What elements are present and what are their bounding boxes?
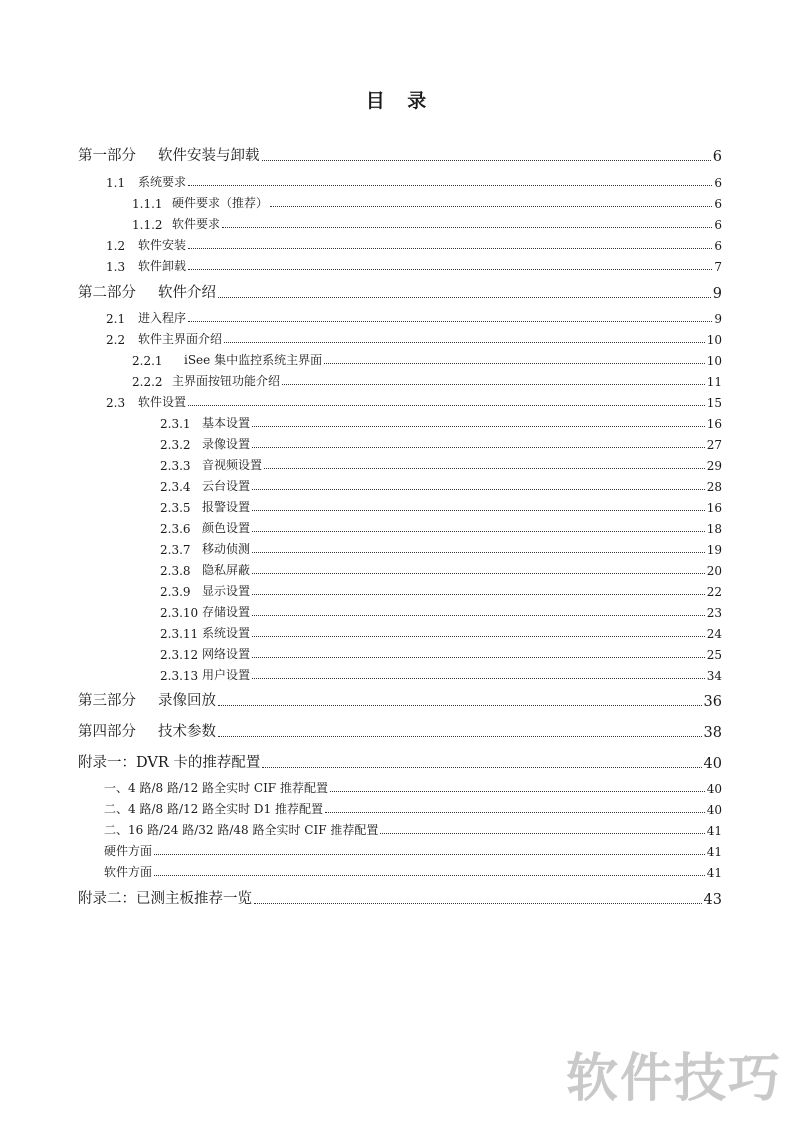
toc-entry[interactable] [78,752,722,772]
toc-entry-label: 主界面按钮功能介绍 [172,374,281,388]
toc-entry-page: 20 [706,564,722,578]
toc-entry-label: 二、4 路/8 路/12 路全实时 D1 推荐配置 [104,802,323,816]
dot-leader [254,903,702,904]
toc-entry-page: 6 [714,218,722,232]
dot-leader [252,678,705,679]
toc-entry-label: 软件要求 [172,217,221,231]
dot-leader [252,552,705,553]
toc-entry-label: iSee 集中监控系统主界面 [184,353,323,367]
dot-leader [380,833,704,834]
toc-entry-page: 9 [712,286,722,302]
toc-entry-page: 16 [706,417,722,431]
toc-entry-page: 16 [706,501,722,515]
toc-entry-label: 系统要求 [138,175,187,189]
toc-entry-number: 2.3.9 [160,585,191,599]
toc-entry-number: 2.3.6 [160,522,191,536]
toc-entry-page: 29 [706,459,722,473]
toc-entry[interactable] [160,583,722,599]
dot-leader [252,447,705,448]
toc-entry-page: 10 [706,354,722,368]
toc-entry-number: 第三部分 [78,693,136,709]
toc-entry[interactable] [160,436,722,452]
toc-entry-number: 第四部分 [78,724,136,740]
toc-entry[interactable] [160,478,722,494]
dot-leader [252,615,705,616]
toc-entry[interactable] [160,520,722,536]
toc-entry-number: 1.1.2 [132,218,163,232]
toc-entry-page: 43 [703,892,722,908]
toc-entry-label: 软件主界面介绍 [138,332,223,346]
toc-entry-label: 附录二：已测主板推荐一览 [78,891,252,907]
dot-leader [154,875,705,876]
toc-entry-label: 云台设置 [202,479,251,493]
dot-leader [262,160,711,161]
dot-leader [252,636,705,637]
dot-leader [252,594,705,595]
dot-leader [188,185,712,186]
toc-entry-number: 1.1 [106,176,126,190]
dot-leader [154,854,705,855]
dot-leader [188,269,712,270]
dot-leader [218,297,711,298]
toc-entry[interactable] [160,667,722,683]
toc-entry-page: 34 [706,669,722,683]
toc-entry[interactable] [132,216,722,232]
dot-leader [282,384,705,385]
toc-entry-number: 2.3.1 [160,417,191,431]
dot-leader [270,206,712,207]
toc-entry[interactable] [160,604,722,620]
toc-entry[interactable] [78,282,722,302]
toc-entry-label: 系统设置 [202,626,251,640]
toc-entry-page: 15 [706,396,722,410]
toc-entry[interactable] [106,237,722,253]
toc-entry-page: 22 [706,585,722,599]
dot-leader [224,342,705,343]
toc-entry-page: 41 [706,866,722,880]
dot-leader [252,531,705,532]
toc-entry-number: 2.2.1 [132,354,163,368]
toc-entry-label: 软件介绍 [158,285,216,301]
toc-entry-page: 27 [706,438,722,452]
toc-entry[interactable] [160,499,722,515]
dot-leader [218,705,702,706]
toc-entry[interactable] [104,864,722,880]
toc-entry[interactable] [106,258,722,274]
toc-entry-number: 2.3.7 [160,543,191,557]
toc-entry-number: 2.3.8 [160,564,191,578]
toc-entry-label: 报警设置 [202,500,251,514]
toc-entry[interactable] [78,888,722,908]
dot-leader [252,657,705,658]
toc-entry-page: 40 [706,782,722,796]
toc-entry-label: 软件方面 [104,865,153,879]
toc-entry-number: 2.3.10 [160,606,199,620]
toc-entry[interactable] [160,415,722,431]
toc-entry-page: 6 [714,197,722,211]
toc-entry-number: 1.1.1 [132,197,163,211]
toc-entry[interactable] [106,310,722,326]
toc-entry-number: 2.3.12 [160,648,199,662]
toc-entry-label: 基本设置 [202,416,251,430]
toc-entry[interactable] [78,690,722,710]
toc-entry[interactable] [132,373,722,389]
toc-entry[interactable] [160,646,722,662]
toc-entry-page: 28 [706,480,722,494]
toc-entry-label: 软件安装 [138,238,187,252]
toc-entry-page: 6 [712,149,722,165]
toc-entry[interactable] [78,145,722,165]
toc-entry-label: 一、4 路/8 路/12 路全实时 CIF 推荐配置 [104,781,328,795]
toc-entry-label: 录像设置 [202,437,251,451]
dot-leader [252,510,705,511]
toc-entry-page: 19 [706,543,722,557]
dot-leader [330,791,705,792]
page-title: 目 录 [365,90,435,112]
dot-leader [252,573,705,574]
toc-entry-number: 2.1 [106,312,126,326]
toc-entry[interactable] [160,457,722,473]
toc-entry-page: 40 [703,756,722,772]
toc-entry-label: 技术参数 [158,724,216,740]
toc-entry[interactable] [106,174,722,190]
toc-entry-number: 第二部分 [78,285,136,301]
toc-entry-number: 1.3 [106,260,126,274]
toc-entry-page: 23 [706,606,722,620]
toc-entry-page: 41 [706,845,722,859]
toc-entry[interactable] [106,394,722,410]
toc-entry-number: 1.2 [106,239,126,253]
toc-entry-label: 附录一：DVR 卡的推荐配置 [78,755,261,771]
toc-entry-page: 40 [706,803,722,817]
toc-entry-page: 6 [714,239,722,253]
toc-entry-page: 18 [706,522,722,536]
dot-leader [324,363,705,364]
toc-entry[interactable] [104,843,722,859]
dot-leader [325,812,705,813]
dot-leader [252,489,705,490]
toc-entry[interactable] [104,822,722,838]
toc-entry[interactable] [160,625,722,641]
toc-entry-label: 显示设置 [202,584,251,598]
dot-leader [218,736,702,737]
toc-entry-label: 网络设置 [202,647,251,661]
toc-entry-label: 二、16 路/24 路/32 路/48 路全实时 CIF 推荐配置 [104,823,379,837]
dot-leader [262,767,701,768]
toc-entry-page: 38 [703,725,722,741]
dot-leader [188,405,705,406]
toc-entry[interactable] [104,780,722,796]
toc-entry-label: 颜色设置 [202,521,251,535]
toc-entry-page: 7 [714,260,722,274]
toc-entry-page: 24 [706,627,722,641]
toc-entry-page: 10 [706,333,722,347]
toc-entry-number: 2.3 [106,396,126,410]
toc-entry[interactable] [78,721,722,741]
toc-entry-page: 11 [706,375,722,389]
toc-entry-page: 41 [706,824,722,838]
toc-entry-number: 2.3.2 [160,438,191,452]
toc-entry-number: 2.2 [106,333,126,347]
toc-entry-number: 2.2.2 [132,375,163,389]
toc-entry-label: 隐私屏蔽 [202,563,251,577]
toc-entry-page: 25 [706,648,722,662]
toc-entry-label: 音视频设置 [202,458,263,472]
toc-entry-page: 36 [703,694,722,710]
toc-entry-label: 硬件要求（推荐） [172,196,269,210]
toc-entry[interactable] [160,562,722,578]
toc-entry[interactable] [132,352,722,368]
watermark: 软件技巧 [566,1049,783,1109]
toc-entry-label: 进入程序 [138,311,187,325]
toc-entry-number: 2.3.11 [160,627,199,641]
toc-entry[interactable] [104,801,722,817]
toc-entry-label: 软件设置 [138,395,187,409]
toc-entry-number: 第一部分 [78,148,136,164]
toc-entry-page: 9 [714,312,722,326]
toc-entry-label: 移动侦测 [202,542,251,556]
dot-leader [188,248,712,249]
dot-leader [188,321,712,322]
toc-entry-number: 2.3.4 [160,480,191,494]
dot-leader [264,468,705,469]
toc-entry-number: 2.3.5 [160,501,191,515]
toc-entry-number: 2.3.3 [160,459,191,473]
toc-entry-number: 2.3.13 [160,669,199,683]
toc-entry[interactable] [132,195,722,211]
toc-entry-page: 6 [714,176,722,190]
toc-entry[interactable] [106,331,722,347]
toc-entry-label: 录像回放 [158,693,216,709]
toc-entry-label: 存储设置 [202,605,251,619]
toc-entry[interactable] [160,541,722,557]
dot-leader [222,227,712,228]
toc-entry-label: 软件安装与卸载 [158,148,260,164]
toc-entry-label: 硬件方面 [104,844,153,858]
dot-leader [252,426,705,427]
toc-entry-label: 用户设置 [202,668,251,682]
toc-entry-label: 软件卸载 [138,259,187,273]
